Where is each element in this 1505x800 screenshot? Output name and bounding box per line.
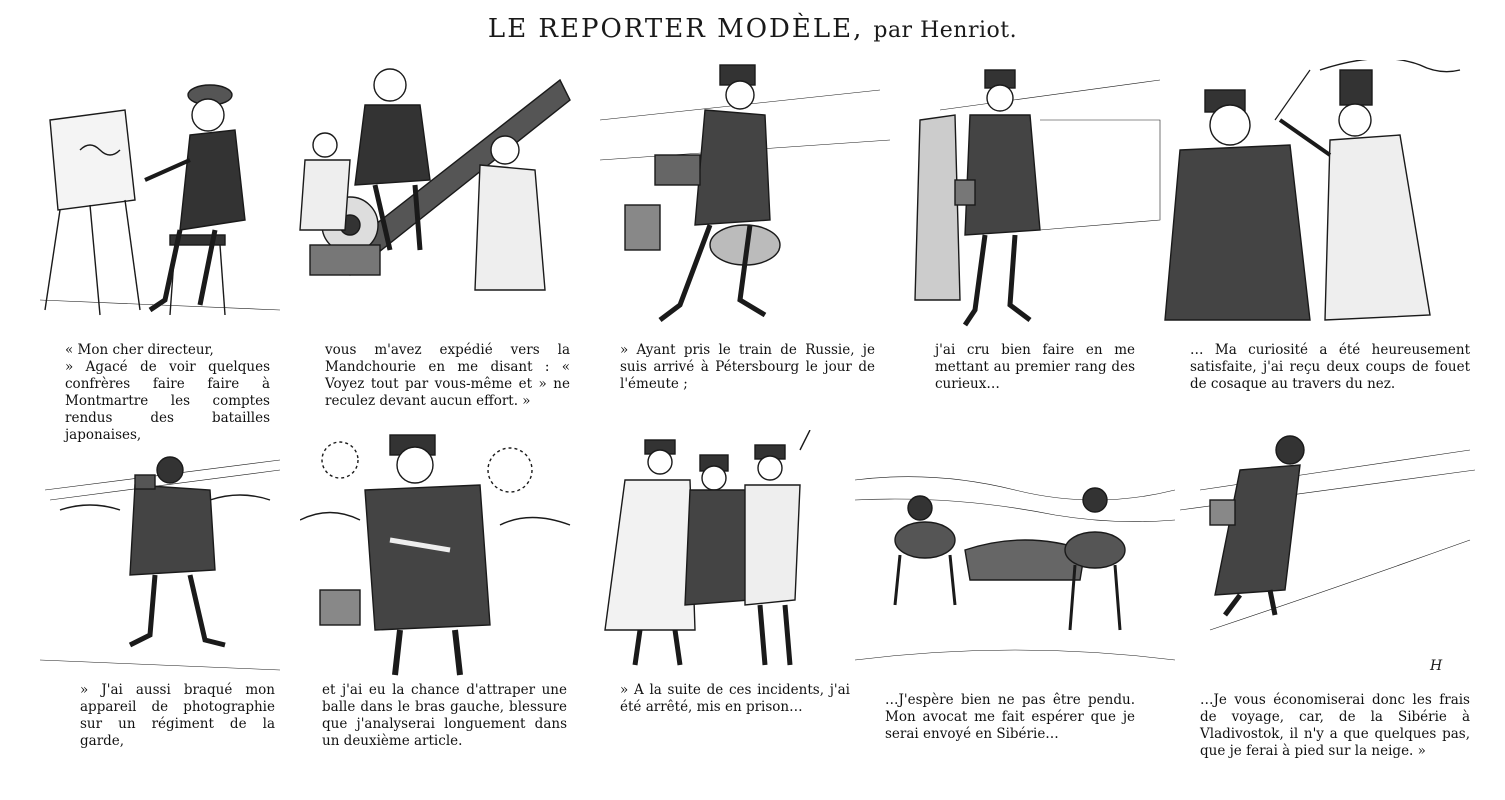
comic-title-main: LE REPORTER MODÈLE, — [487, 14, 864, 44]
panel-2-illustration — [290, 60, 580, 330]
panel-3-illustration — [600, 60, 900, 330]
panel-1-illustration — [40, 60, 285, 330]
panel-9-caption: …J'espère bien ne pas être pendu. Mon avocat me fait espérer que je serai envoyé en Sibérie… — [885, 692, 1135, 742]
panel-5 — [1160, 60, 1480, 392]
panel-5-illustration — [1160, 60, 1480, 330]
panel-6-caption: » J'ai aussi braqué mon appareil de photographie sur un régiment de la garde, — [80, 682, 275, 749]
panel-10-caption: …Je vous économiserai donc les frais de voyage, car, de la Sibérie à Vladivostok, il n'y a que quelques pas, que je ferai à pied sur la neige. » — [1200, 692, 1470, 759]
panel-5-caption: … Ma curiosité a été heureusement satisfaite, j'ai reçu deux coups de fouet de cosaque au travers du nez. — [1190, 342, 1470, 392]
artist-signature: H — [1430, 658, 1443, 674]
comic-title — [0, 14, 1505, 44]
panel-8-illustration — [580, 430, 850, 680]
panel-1 — [40, 60, 285, 443]
panel-4-illustration — [910, 60, 1170, 330]
panel-6-illustration — [40, 430, 285, 680]
panel-9 — [855, 430, 1175, 770]
panel-7 — [300, 430, 580, 770]
panel-4 — [910, 60, 1170, 392]
panel-10-illustration — [1180, 430, 1480, 680]
panel-6 — [40, 430, 285, 770]
panel-4-caption: j'ai cru bien faire en me mettant au premier rang des curieux… — [935, 342, 1135, 392]
panel-7-caption: et j'ai eu la chance d'attraper une balle dans le bras gauche, blessure que j'analyserai longuement dans un deuxième article. — [322, 682, 567, 749]
panel-1-caption: « Mon cher directeur, » Agacé de voir quelques confrères faire faire à Montmartre les comptes rendus des batailles japonaises, — [65, 342, 270, 443]
panel-8-caption: » A la suite de ces incidents, j'ai été arrêté, mis en prison… — [620, 682, 850, 715]
panel-7-illustration — [300, 430, 580, 680]
panel-3 — [600, 60, 900, 392]
panel-2-caption: vous m'avez expédié vers la Mandchourie en me disant : « Voyez tout par vous-même et » ne reculez devant aucun effort. » — [325, 342, 570, 409]
panel-10 — [1180, 430, 1480, 770]
panel-8 — [580, 430, 850, 770]
comic-byline: par Henriot. — [873, 18, 1018, 43]
panel-9-illustration — [855, 430, 1175, 680]
panel-3-caption: » Ayant pris le train de Russie, je suis arrivé à Pétersbourg le jour de l'émeute ; — [620, 342, 875, 392]
panel-2 — [290, 60, 580, 409]
